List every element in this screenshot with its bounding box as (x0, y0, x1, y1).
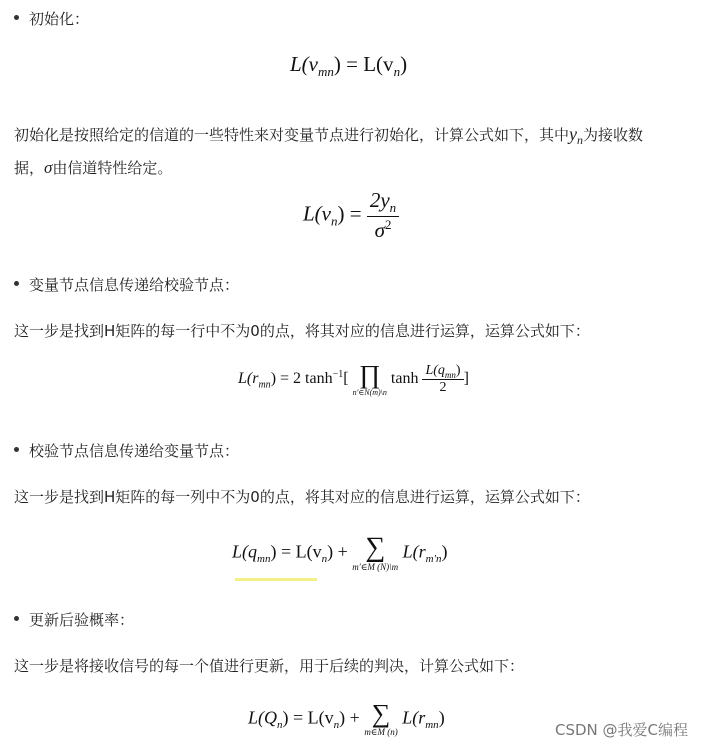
bullet-check-to-var (14, 440, 239, 461)
desc-check-to-var: 这一步是找到H矩阵的每一列中不为0的点，将其对应的信息进行运算，运算公式如下： (14, 488, 590, 506)
bullet-posterior (14, 609, 134, 630)
bullet-init (14, 8, 89, 29)
f2-eq: ) = (337, 201, 362, 226)
init-paragraph (14, 121, 694, 182)
formula-check-update (238, 362, 469, 397)
f3-den: 2 (422, 379, 463, 396)
f4-r: L(r (402, 541, 426, 562)
formula-init-vn (303, 188, 399, 243)
init-para-part2: 为接收数 (583, 126, 644, 144)
formula-posterior (248, 701, 445, 738)
f3-sup: −1 (332, 368, 344, 380)
f1-close: ) (400, 52, 408, 76)
init-para-line2b: 由信道特性给定。 (52, 159, 173, 177)
f5-r: L(r (402, 707, 426, 728)
f2-num-sub: n (389, 200, 397, 216)
f4-r-sub: m′n (425, 553, 442, 566)
desc-var-to-check: 这一步是找到H矩阵的每一行中不为0的点，将其对应的信息进行运算，运算公式如下： (14, 322, 590, 340)
f3-num-sub: mn (444, 369, 456, 380)
f3-mid: ) = 2 tanh (270, 370, 333, 388)
init-para-line2a: 据， (14, 159, 45, 177)
init-para-sigma: σ (44, 158, 53, 177)
f4-sum-limit: m′∈M (N)\m (352, 562, 399, 572)
bullet-init-label: 初始化： (29, 10, 90, 28)
f1-lhs: L(v (290, 52, 318, 76)
formula-init-vmn (290, 52, 407, 80)
f5-sum-limit: m∈M (n) (364, 727, 398, 737)
f2-lhs: L(v (303, 201, 331, 226)
f3-lhs-sub: mn (258, 379, 271, 391)
f3-open: [ (343, 370, 349, 388)
bullet-dot-icon (14, 447, 19, 452)
f3-close: ] (463, 370, 469, 388)
f2-fraction (367, 188, 399, 243)
sum-icon: ∑ (371, 699, 391, 728)
bullet-var-to-check (14, 274, 239, 295)
f5-sum (364, 701, 397, 738)
desc-posterior: 这一步是将接收信号的每一个值进行更新，用于后续的判决，计算公式如下： (14, 657, 525, 675)
f5-lhs: L(Q (248, 707, 278, 728)
f4-close: ) (441, 541, 448, 562)
f3-prod-limit: n′∈N(m)\n (352, 388, 387, 397)
watermark: CSDN @我爱C编程 (554, 721, 688, 739)
f4-lhs: L(q (232, 541, 258, 562)
bullet-posterior-label: 更新后验概率： (29, 611, 135, 629)
f5-v-sub: n (333, 719, 340, 732)
f1-eq: ) = L(v (333, 52, 394, 76)
bullet-dot-icon (14, 15, 19, 20)
f5-plus: ) + (339, 707, 360, 728)
f2-lhs-sub: n (331, 213, 338, 229)
f1-lhs-sub: mn (318, 64, 334, 80)
highlight-underline (235, 578, 317, 581)
f2-num: 2y (369, 188, 390, 212)
sum-icon: ∑ (365, 532, 386, 563)
formula-var-update (232, 534, 448, 573)
bullet-dot-icon (14, 616, 19, 621)
f4-sum (352, 534, 398, 573)
init-para-yn-sub: n (577, 133, 584, 147)
bullet-var-to-check-label: 变量节点信息传递给校验节点： (29, 276, 240, 294)
f5-r-sub: mn (425, 719, 439, 732)
f4-plus: ) + (327, 541, 348, 562)
f4-v-sub: n (321, 553, 328, 566)
init-para-part1: 初始化是按照给定的信道的一些特性来对变量节点进行初始化，计算公式如下，其中 (14, 126, 570, 144)
f2-den-sup: 2 (384, 217, 392, 233)
f1-rhs-sub: n (393, 64, 401, 80)
f2-den: σ (374, 218, 385, 243)
bullet-dot-icon (14, 281, 19, 286)
product-icon: ∏ (359, 360, 381, 389)
f3-fraction (422, 363, 463, 397)
f4-lhs-sub: mn (257, 553, 271, 566)
init-para-yn: y (569, 124, 578, 144)
f3-product (353, 362, 387, 397)
f5-eq: ) = L(v (282, 707, 334, 728)
f3-num: L(q (425, 362, 445, 378)
f5-lhs-sub: n (277, 719, 283, 732)
f3-lhs: L(r (238, 370, 259, 388)
bullet-check-to-var-label: 校验节点信息传递给变量节点： (29, 442, 240, 460)
f3-tanh: tanh (390, 370, 419, 388)
f3-num-close: ) (455, 362, 461, 378)
f4-eq: ) = L(v (270, 541, 322, 562)
f5-close: ) (438, 707, 445, 728)
